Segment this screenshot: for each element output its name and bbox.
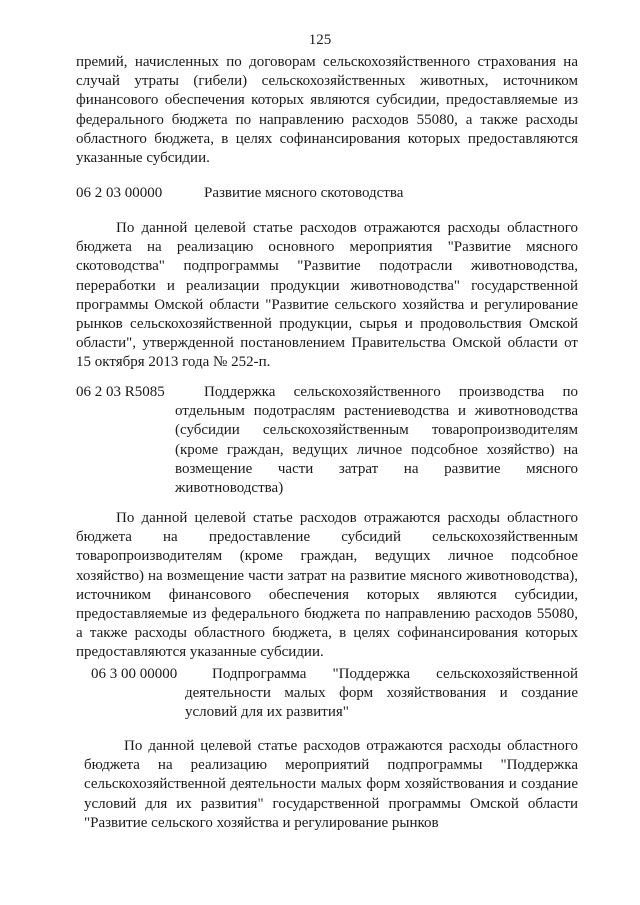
budget-code-title: Подпрограмма "Поддержка сельскохозяйственной деятельности малых форм хозяйствования и создание условий для их развития"	[185, 666, 578, 721]
budget-code: 06 2 03 R5085	[76, 384, 165, 400]
budget-code: 06 2 03 00000	[76, 185, 163, 201]
paragraph-description: По данной целевой статье расходов отражаются расходы областного бюджета на реализацию мероприятий подпрограммы "Поддержка сельскохозяйственной деятельности малых форм хозяйствования и создание условий для их развития" государственной программы Омской области "Развитие сельского хозяйства и регулирование рынков	[84, 738, 578, 831]
paragraph-description: По данной целевой статье расходов отражаются расходы областного бюджета на реализацию основного мероприятия "Развитие мясного скотоводства" подпрограммы "Развитие подотрасли животноводства, переработки и реализации продукции животноводства" государственной программы Омской области "Развитие сельского хозяйства и регулирование рынков сельскохозяйственной продукции, сырья и продовольствия Омской области", утвержденной постановлением Правительства Омской области от 15 октября 2013 года № 252-п.	[76, 220, 578, 371]
budget-code-title: Поддержка сельскохозяйственного производства по отдельным подотраслям растениеводства и животноводства (субсидии сельскохозяйственным товаропроизводителям (кроме граждан, ведущих личное подсобное хозяйство) на возмещение части затрат на развитие мясного животноводства)	[175, 384, 578, 497]
page-number: 125	[308, 32, 332, 48]
paragraph-description: По данной целевой статье расходов отражаются расходы областного бюджета на предоставление субсидий сельскохозяйственным товаропроизводителям (кроме граждан, ведущих личное подсобное хозяйство) на возмещение части затрат на развитие мясного животноводства), источником финансового обеспечения которых являются субсидии, предоставляемые из федерального бюджета по направлению расходов 55080, а также расходы областного бюджета, в целях софинансирования которых предоставляются указанные субсидии.	[76, 510, 578, 661]
paragraph-continuation: премий, начисленных по договорам сельскохозяйственного страхования на случай утраты (гибели) сельскохозяйственных животных, источником финансового обеспечения которых являются субсидии, предоставляемые из федерального бюджета по направлению расходов 55080, а также расходы областного бюджета, в целях софинансирования которых предоставляются указанные субсидии.	[76, 54, 578, 167]
budget-code: 06 3 00 00000	[91, 666, 178, 682]
budget-code-title: Развитие мясного скотоводства	[204, 185, 404, 201]
